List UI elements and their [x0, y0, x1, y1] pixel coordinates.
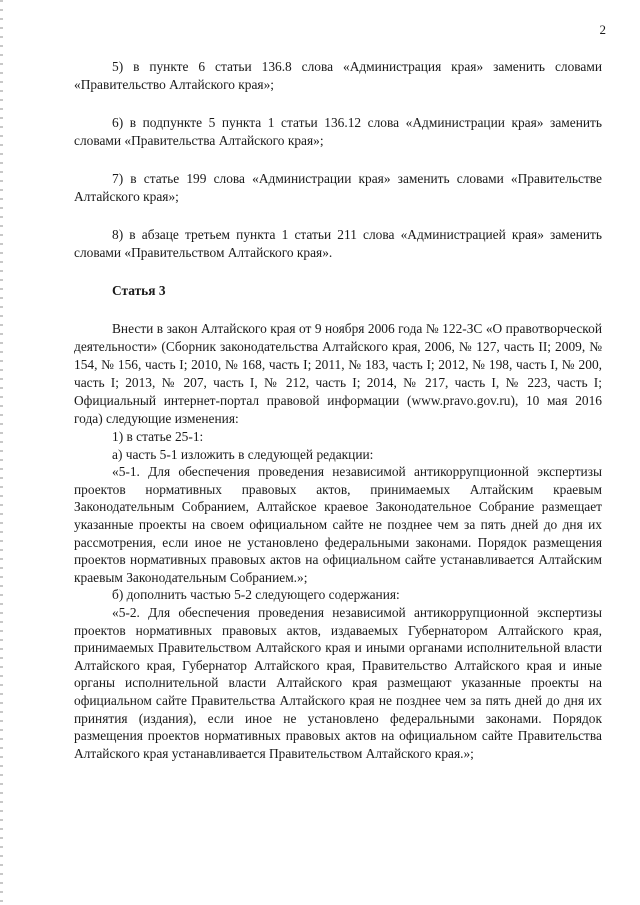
article-subitem-1: 1) в статье 25-1:: [112, 429, 204, 444]
article-subitem-b: б) дополнить частью 5-2 следующего содержания:: [112, 587, 400, 603]
page-edge-artifact: [0, 0, 3, 905]
article-heading: Статья 3: [112, 283, 166, 298]
amendment-item-5: 5) в пункте 6 статьи 136.8 слова «Администрация края» заменить словами «Правительство Алтайского края»;: [74, 59, 602, 92]
amendment-item-8: 8) в абзаце третьем пункта 1 статьи 211 слова «Администрацией края» заменить словами «Правительством Алтайского края».: [74, 227, 602, 260]
amendment-item-6: 6) в подпункте 5 пункта 1 статьи 136.12 слова «Администрации края» заменить словами «Правительства Алтайского края»;: [74, 115, 602, 148]
page-number: 2: [599, 22, 606, 37]
article-quote-5-1: «5-1. Для обеспечения проведения независимой антикоррупционной экспертизы проектов нормативных правовых актов, принимаемых Алтайским краевым Законодательным Собранием, Алтайское краевое Законодательное Собрание размещает указанные проекты на своем официальном сайте не позднее чем за пять дней до дня их рассмотрения, если иное не установлено федеральными законами. Порядок размещения проектов нормативных правовых актов на официальном сайте устанавливается Алтайским краевым Законодательным Собранием.»;: [74, 464, 602, 585]
article-subitem-a: а) часть 5-1 изложить в следующей редакции:: [112, 446, 374, 462]
amendment-item-7: 7) в статье 199 слова «Администрации края» заменить словами «Правительстве Алтайского края»;: [74, 171, 602, 204]
article-quote-5-2: «5-2. Для обеспечения проведения независимой антикоррупционной экспертизы проектов нормативных правовых актов, издаваемых Губернатором Алтайского края, принимаемых Правительством Алтайского края и иными органами исполнительной власти Алтайского края, Губернатор Алтайского края, Правительство Алтайского края и иные органы исполнительной власти Алтайского края размещают указанные проекты на официальном сайте Правительства Алтайского края не позднее чем за пять дней до дня их принятия (издания), если иное не установлено федеральными законами. Порядок размещения проектов нормативных правовых актов на официальном сайте Правительства Алтайского края устанавливается Правительством Алтайского края.»;: [74, 604, 602, 761]
article-intro-paragraph: Внести в закон Алтайского края от 9 ноября 2006 года № 122-ЗС «О правотворческой деятельности» (Сборник законодательства Алтайского края, 2006, № 127, часть II; 2009, № 154, № 156, часть I; 2010, № 168, часть I; 2011, № 183, часть I; 2012, № 198, часть I, № 200, часть I; 2013, № 207, часть I, № 212, часть I; 2014, № 217, часть I, № 223, часть I; Официальный интернет-портал правовой информации (www.pravo.gov.ru), 10 мая 2016 года) следующие изменения:: [74, 321, 602, 426]
document-body: [74, 58, 602, 762]
